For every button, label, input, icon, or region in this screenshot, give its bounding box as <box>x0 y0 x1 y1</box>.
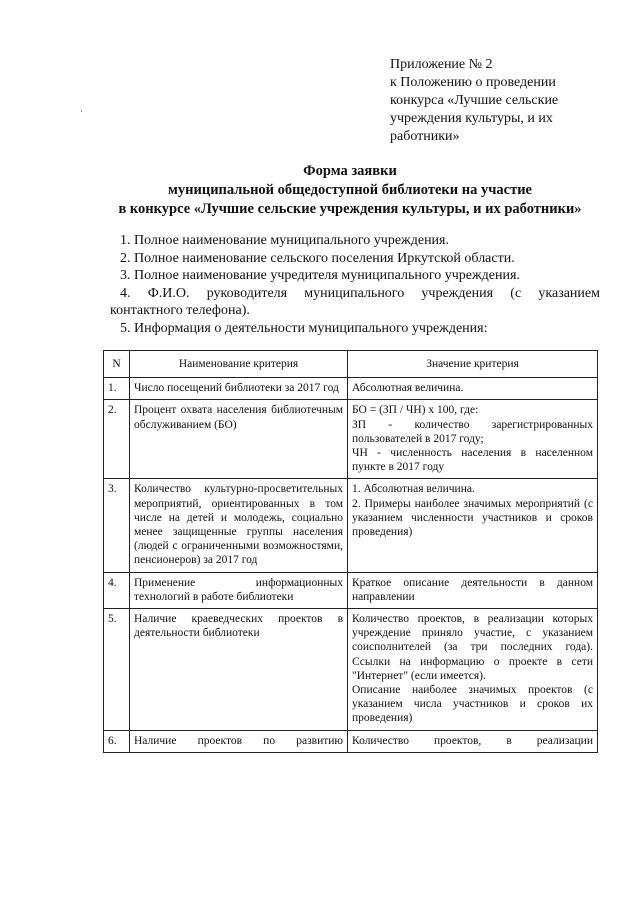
criterion-value-line: ЗП - количество зарегистрированных пользователей в 2017 году; <box>352 418 593 445</box>
criterion-value <box>348 400 598 479</box>
table-row <box>104 479 598 572</box>
criterion-value <box>348 378 598 400</box>
appendix-line: учреждения культуры, и их <box>390 111 553 126</box>
criterion-name: Процент охвата населения библиотечным обслуживанием (БО) <box>130 400 348 479</box>
appendix-header <box>390 56 590 146</box>
appendix-line: работники» <box>390 129 460 144</box>
row-number: 4. <box>104 572 130 608</box>
scan-artifact <box>81 110 82 112</box>
table-header-row <box>104 351 598 378</box>
criterion-name: Число посещений библиотеки за 2017 год <box>130 378 348 400</box>
table-row <box>104 378 598 400</box>
criterion-value-line: 1. Абсолютная величина. <box>352 483 475 496</box>
criterion-value-line: Абсолютная величина. <box>352 382 464 395</box>
row-number: 2. <box>104 400 130 479</box>
item-5: 5. Информация о деятельности муниципального учреждения: <box>120 320 488 336</box>
criterion-value <box>348 609 598 731</box>
form-title-line: Форма заявки <box>303 163 397 179</box>
criterion-value-line: ЧН - численность населения в населенном пункте в 2017 году <box>352 447 593 474</box>
item-4-continued: контактного телефона). <box>110 303 250 318</box>
table-row <box>104 400 598 479</box>
criterion-name: Количество культурно-просветительных мероприятий, ориентированных в том числе на детей и молодежь, социально менее защищенные группы населения (людей с ограниченными возможностями, пенсионеров) за 2017 год <box>130 479 348 572</box>
criterion-value-line: БО = (ЗП / ЧН) x 100, где: <box>352 404 479 417</box>
criterion-value <box>348 572 598 608</box>
criterion-value-line: 2. Примеры наиболее значимых мероприятий (с указанием численности участников и сроков проведения) <box>352 497 593 539</box>
appendix-line: к Положению о проведении <box>390 75 556 90</box>
header-number: N <box>104 351 130 378</box>
row-number: 6. <box>104 730 130 752</box>
row-number: 1. <box>104 378 130 400</box>
appendix-line: конкурса «Лучшие сельские <box>390 93 559 108</box>
table-row <box>104 572 598 608</box>
criterion-name: Наличие краеведческих проектов в деятельности библиотеки <box>130 609 348 731</box>
criterion-name: Наличие проектов по развитию <box>130 730 348 752</box>
criterion-value-line: Количество проектов, в реализации <box>352 734 593 747</box>
row-number: 5. <box>104 609 130 731</box>
row-number: 3. <box>104 479 130 572</box>
criteria-table <box>103 350 598 753</box>
criterion-name: Применение информационных технологий в работе библиотеки <box>130 572 348 608</box>
item-3: 3. Полное наименование учредителя муниципального учреждения. <box>120 268 520 283</box>
criterion-value-line: Описание наиболее значимых проектов (с указанием числа участников и сроков их проведения) <box>352 684 593 725</box>
criterion-value <box>348 730 598 752</box>
table-row <box>104 609 598 731</box>
item-4: 4. Ф.И.О. руководителя муниципального учреждения (с указанием <box>120 285 600 301</box>
form-title-line: в конкурсе «Лучшие сельские учреждения культуры, и их работники» <box>118 201 582 217</box>
criterion-value <box>348 479 598 572</box>
item-1: 1. Полное наименование муниципального учреждения. <box>120 233 449 248</box>
criterion-value-line: Краткое описание деятельности в данном направлении <box>352 576 593 603</box>
form-title-line: муниципальной общедоступной библиотеки на участие <box>168 182 532 198</box>
header-criterion-value: Значение критерия <box>348 351 598 378</box>
item-2: 2. Полное наименование сельского поселения Иркутской области. <box>120 250 515 266</box>
table-row <box>104 730 598 752</box>
criterion-value-line: Количество проектов, в реализации которых учреждение приняло участие, с указанием соисполнителей (за три последних года). Ссылки на информацию о проекте в сети "Интернет" (если имеется). <box>352 613 593 682</box>
appendix-line: Приложение № 2 <box>390 57 493 72</box>
form-title <box>100 162 600 219</box>
application-items <box>110 232 600 337</box>
header-criterion-name: Наименование критерия <box>130 351 348 378</box>
